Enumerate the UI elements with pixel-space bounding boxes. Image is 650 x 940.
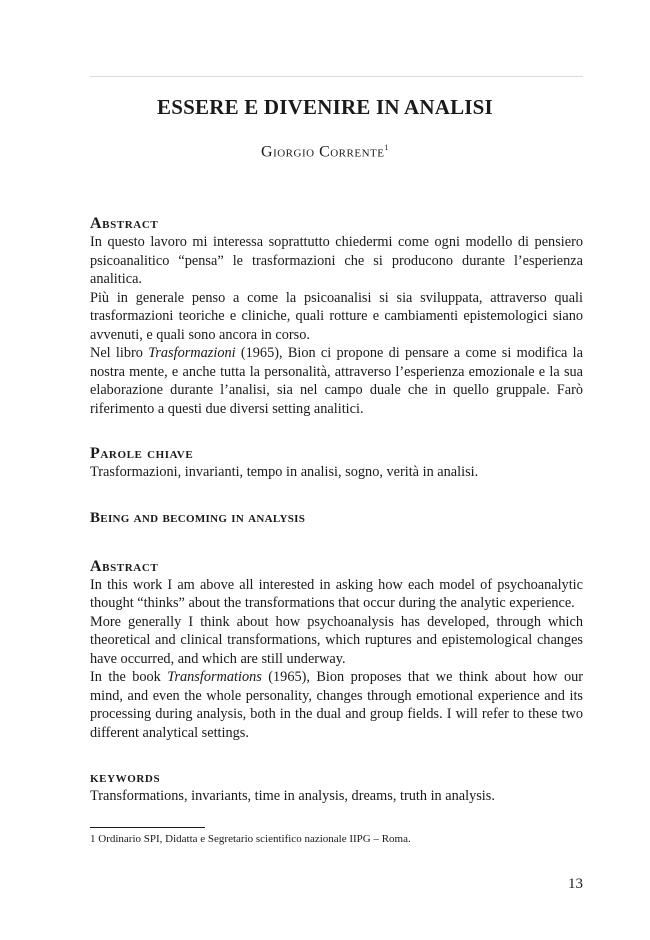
author-footnote-mark: 1 <box>384 143 389 152</box>
keywords-it-text: Trasformazioni, invarianti, tempo in analisi, sogno, verità in analisi. <box>90 464 479 480</box>
author-name <box>0 143 650 161</box>
keywords-en-text: Transformations, invariants, time in analysis, dreams, truth in analysis. <box>90 788 495 804</box>
abstract-en-paragraph-3 <box>90 668 583 742</box>
english-title: Being and becoming in analysis <box>90 509 306 526</box>
abstract-en-p3-end: (1965), Bion proposes that we think about how our mind, and even the whole personality, changes through emotional experience and its processing during analysis, both in the dual and group fields. I will refer to these two different analytical settings. <box>90 669 583 741</box>
keywords-en-heading: keywords <box>90 769 161 786</box>
book-title-it: Trasformazioni <box>148 345 236 361</box>
abstract-it-paragraph-2: Più in generale penso a come la psicoanalisi si sia sviluppata, attraverso quali trasformazioni teoriche e cliniche, quali rotture e cambiamenti epistemologici siano avvenuti, e quali sono ancora in corso. <box>90 289 583 343</box>
abstract-it-p3-start: Nel libro <box>90 345 149 361</box>
author-name-text: Giorgio Corrente <box>261 143 385 161</box>
abstract-it-p3-end: (1965), Bion ci propone di pensare a come si modifica la nostra mente, e anche tutta la personalità, attraverso l’esperienza emozionale e la sua elaborazione durante l’analisi, sia nel campo duale che in quello gruppale. Farò riferimento a questi due diversi setting analitici. <box>90 345 583 417</box>
header-rule <box>90 76 583 77</box>
abstract-it-heading: Abstract <box>90 215 159 232</box>
article-body <box>90 215 583 806</box>
footnote: 1 Ordinario SPI, Didatta e Segretario scientifico nazionale IIPG – Roma. <box>90 833 411 845</box>
keywords-it-heading: Parole chiave <box>90 445 194 462</box>
abstract-en-paragraph-2: More generally I think about how psychoanalysis has developed, through which theoretical and clinical transformations, which ruptures and epistemological changes have occurred, and which are still underway. <box>90 613 583 667</box>
footnote-rule <box>90 827 205 828</box>
abstract-en-p3-start: In the book <box>90 669 168 685</box>
page-number: 13 <box>568 876 583 892</box>
abstract-it-paragraph-1: In questo lavoro mi interessa soprattutto chiedermi come ogni modello di pensiero psicoanalitico “pensa” le trasformazioni che si producono durante l’esperienza analitica. <box>90 234 583 287</box>
abstract-en-paragraph-1: In this work I am above all interested in asking how each model of psychoanalytic thought “thinks” about the transformations that occur during the analytic experience. <box>90 576 583 611</box>
abstract-it-paragraph-3 <box>90 344 583 418</box>
abstract-en-heading: Abstract <box>90 557 159 575</box>
book-title-en: Transformations <box>167 669 262 685</box>
article-title: ESSERE E DIVENIRE IN ANALISI <box>157 95 493 119</box>
